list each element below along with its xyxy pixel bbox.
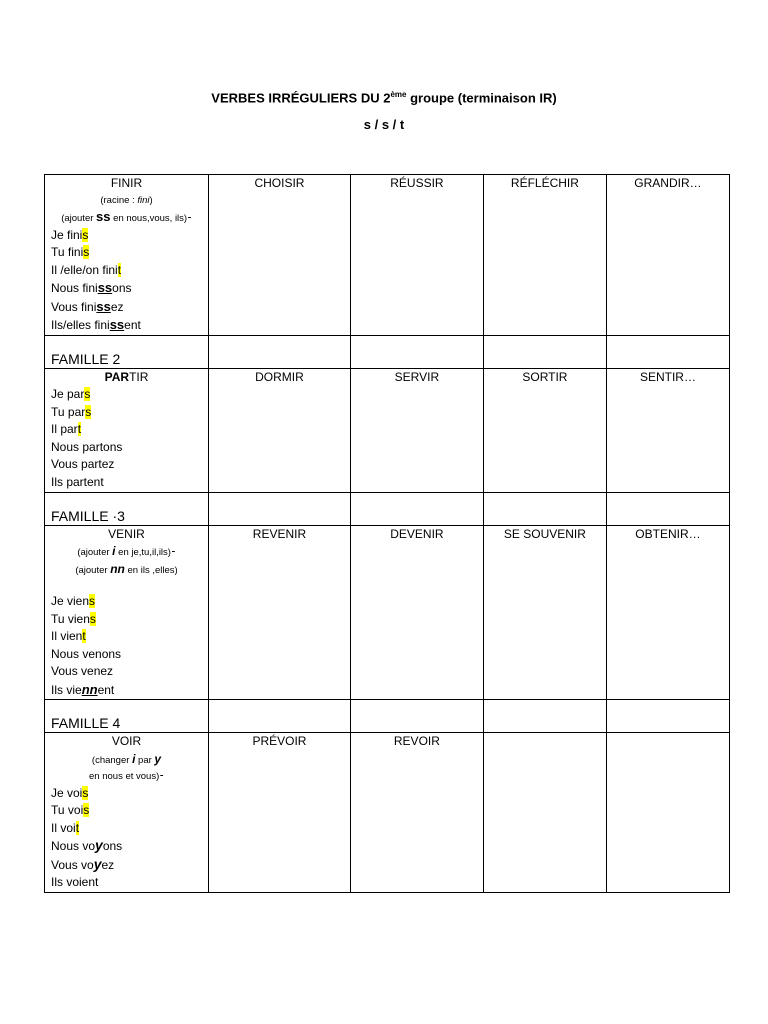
conjugation-line: Il vient (51, 629, 86, 643)
family-row (45, 335, 730, 368)
verb-note: (ajouter i en je,tu,il,ils)⁃ (77, 544, 176, 558)
verb-table (44, 174, 730, 893)
verb-header: PRÉVOIR (209, 733, 351, 893)
conjugation-line: Tu vois (51, 803, 90, 817)
conjugation-line: Tu viens (51, 611, 96, 626)
conjugation-line: Vous partez (51, 457, 115, 471)
verb-header: RÉUSSIR (350, 175, 483, 336)
verb-note: en nous et vous)⁃ (89, 770, 165, 782)
conjugation-line: Vous venez (51, 664, 114, 678)
verb-header: GRANDIR… (606, 175, 729, 336)
conjugation-line: Je finis (51, 227, 89, 242)
conjugation-line: Ils partent (51, 474, 104, 489)
conjugation-line: Tu finis (51, 245, 90, 259)
conjugation-line: Vous voyez (51, 855, 115, 872)
verb-note: (racine : fini) (100, 194, 153, 206)
conjugation-line: Je pars (51, 387, 91, 401)
family-row (45, 700, 730, 733)
verb-header: REVENIR (209, 525, 351, 700)
cell-voir (45, 733, 209, 893)
conjugation-line: Ils voient (51, 875, 99, 889)
verb-header: PARTIR (104, 369, 149, 384)
verb-header: FINIR (110, 176, 143, 190)
verb-header: SORTIR (483, 368, 606, 492)
conjugation-line: Il voit (51, 820, 80, 835)
conjugation-line: Nous partons (51, 439, 123, 454)
verb-header: SENTIR… (606, 368, 729, 492)
verb-header: RÉFLÉCHIR (483, 175, 606, 336)
page-title: VERBES IRRÉGULIERS DU 2ème groupe (terminaison IR) (211, 90, 557, 106)
conjugation-line: Tu pars (51, 404, 92, 419)
cell-partir (45, 368, 209, 492)
family-label: FAMILLE 2 (45, 335, 209, 368)
table-row-voir (45, 733, 730, 893)
conjugation-line: Je viens (51, 594, 96, 608)
conjugation-line: Nous voyons (51, 837, 123, 853)
family-label: FAMILLE 4 (45, 700, 209, 733)
verb-note: (ajouter nn en ils ,elles) (75, 562, 178, 576)
verb-header: REVOIR (350, 733, 483, 893)
conjugation-line: Nous finissons (51, 280, 132, 295)
verb-header: OBTENIR… (606, 525, 729, 700)
verb-header: SE SOUVENIR (483, 525, 606, 700)
verb-header: SERVIR (350, 368, 483, 492)
page-subtitle: s / s / t (363, 117, 405, 132)
conjugation-line: Nous venons (51, 646, 122, 661)
cell-venir (45, 525, 209, 700)
verb-header: DORMIR (209, 368, 351, 492)
table-row-partir (45, 368, 730, 492)
conjugation-line: Ils/elles finissent (51, 317, 141, 332)
table-row-venir (45, 525, 730, 700)
cell-finir (45, 175, 209, 336)
family-row (45, 492, 730, 525)
verb-note: (ajouter ss en nous,vous, ils)⁃ (61, 208, 192, 224)
verb-note: (changer i par y (91, 751, 162, 766)
conjugation-line: Il part (51, 422, 82, 436)
conjugation-line: Vous finissez (51, 298, 124, 314)
verb-header: CHOISIR (209, 175, 351, 336)
conjugation-line: Ils viennent (51, 681, 115, 697)
conjugation-line: Il /elle/on finit (51, 262, 122, 277)
verb-header: VENIR (108, 526, 145, 541)
table-row-finir (45, 175, 730, 336)
verb-header: DEVENIR (350, 525, 483, 700)
conjugation-line: Je vois (51, 785, 89, 800)
family-label: FAMILLE ·3 (45, 492, 209, 525)
verb-header: VOIR (111, 734, 142, 748)
